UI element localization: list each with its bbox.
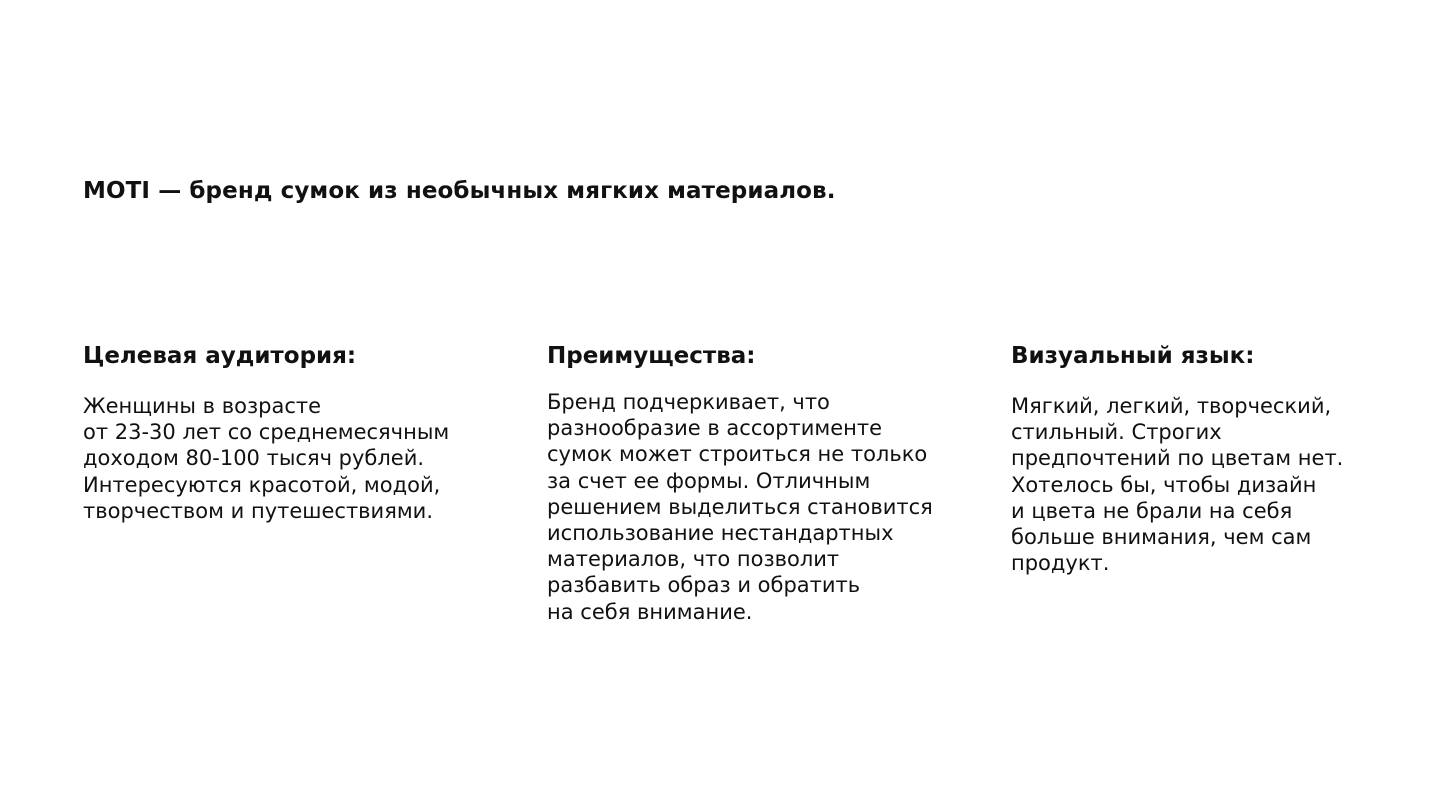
text-line: разбавить образ и обратить [547,573,861,598]
text-line: сумок может строиться не только [547,442,928,467]
text-line: решением выделиться становится [547,494,933,519]
text-line: использование нестандартных [547,521,894,546]
text-line: за счет ее формы. Отличным [547,468,871,493]
text-line: Женщины в возрасте [83,394,322,418]
text-line: материалов, что позволит [547,547,840,572]
target-audience-title: Целевая аудитория: [83,343,357,369]
text-line: Хотелось бы, чтобы дизайн [1011,472,1317,497]
text-line: на себя внимание. [547,599,753,624]
target-audience-text [83,393,503,524]
text-line: и цвета не брали на себя [1011,498,1293,523]
advantages-column [547,340,967,625]
headline: MOTI — бренд сумок из необычных мягких материалов. [83,178,836,204]
text-line: предпочтений по цветам нет. [1011,446,1344,471]
text-line: больше внимания, чем сам [1011,525,1312,550]
advantages-text [547,389,967,625]
text-line: продукт. [1011,551,1110,576]
text-line: творчеством и путешествиями. [83,498,434,523]
visual-language-title: Визуальный язык: [1011,343,1255,369]
text-line: от 23-30 лет со среднемесячным [83,420,450,445]
text-line: разнообразие в ассортименте [547,416,883,441]
text-line: Бренд подчеркивает, что [547,390,830,414]
target-audience-column [83,340,503,524]
text-line: Интересуются красотой, модой, [83,472,441,497]
visual-language-column [1011,340,1431,576]
text-line: доходом 80-100 тысяч рублей. [83,446,425,471]
visual-language-text [1011,393,1431,576]
advantages-title: Преимущества: [547,343,756,369]
text-line: Мягкий, легкий, творческий, [1011,394,1332,418]
text-line: стильный. Строгих [1011,420,1222,445]
